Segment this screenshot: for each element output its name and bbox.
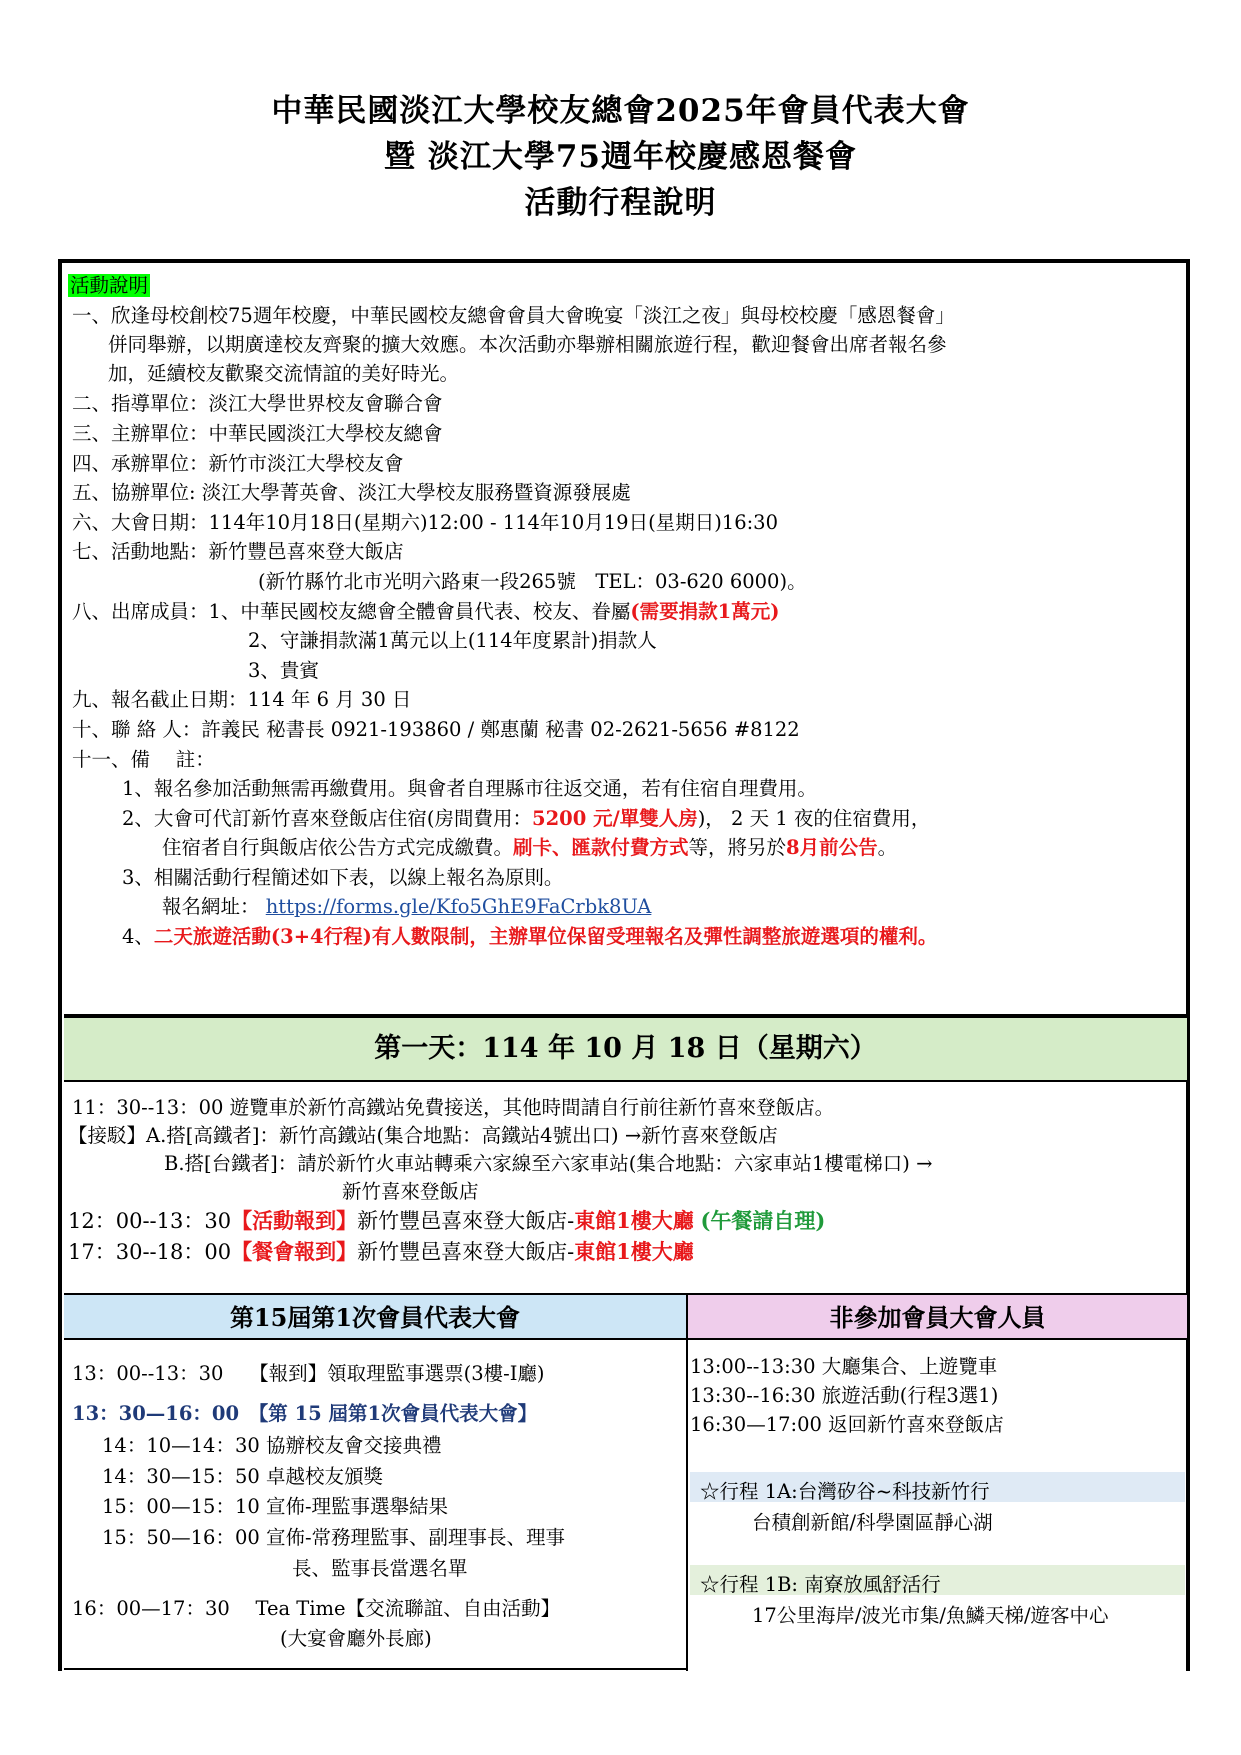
note-1: 1、報名參加活動無需再繳費用。與會者自理縣市往返交通，若有住宿自理費用。	[122, 777, 817, 800]
intro-item-6: 六、大會日期：114年10月18日(星期六)12:00 - 114年10月19日(星期日)16:30	[72, 511, 778, 534]
title-line-1: 中華民國淡江大學校友總會2025年會員代表大會	[271, 93, 970, 129]
right-row-2: 13:30--16:30 旅遊活動(行程3選1)	[690, 1384, 999, 1407]
trip-1a-title: ☆行程 1A:台灣矽谷~科技新竹行	[700, 1480, 990, 1503]
intro-item-8c: 3、貴賓	[248, 659, 319, 682]
note-3-url-row: 報名網址： https://forms.gle/Kfo5GhE9FaCrbk8UA	[162, 895, 652, 918]
right-row-1: 13:00--13:30 大廳集合、上遊覽車	[690, 1355, 998, 1378]
left-row-6: 15：50—16：00 宣佈-常務理監事、副理事長、理事	[102, 1526, 566, 1549]
left-row-2: 13：30—16：00 【第 15 屆第1次會員代表大會】	[72, 1402, 538, 1425]
intro-item-7: 七、活動地點：新竹豐邑喜來登大飯店	[72, 540, 404, 563]
registration-link[interactable]: https://forms.gle/Kfo5GhE9FaCrbk8UA	[265, 895, 652, 918]
document-title-block	[0, 88, 1241, 226]
intro-item-4: 四、承辦單位：新竹市淡江大學校友會	[72, 452, 404, 475]
right-column-header: 非參加會員大會人員	[688, 1293, 1187, 1339]
intro-item-5: 五、協辦單位: 淡江大學菁英會、淡江大學校友服務暨資源發展處	[72, 481, 631, 504]
day1-line-3: B.搭[台鐵者]：請於新竹火車站轉乘六家線至六家車站(集合地點：六家車站1樓電梯口) →	[164, 1152, 933, 1175]
note-3: 3、相關活動行程簡述如下表，以線上報名為原則。	[122, 866, 564, 889]
left-row-9: (大宴會廳外長廊)	[280, 1627, 432, 1650]
intro-item-9: 九、報名截止日期：114 年 6 月 30 日	[72, 688, 412, 711]
left-row-8: 16：00—17：30 Tea Time【交流聯誼、自由活動】	[72, 1597, 561, 1620]
left-row-4: 14：30—15：50 卓越校友頒獎	[102, 1465, 383, 1488]
left-row-7: 長、監事長當選名單	[292, 1557, 468, 1580]
intro-item-3: 三、主辦單位：中華民國淡江大學校友總會	[72, 422, 443, 445]
intro-item-2: 二、指導單位：淡江大學世界校友會聯合會	[72, 392, 443, 415]
day1-line-2: 【接駁】A.搭[高鐵者]：新竹高鐵站(集合地點：高鐵站4號出口) →新竹喜來登飯店	[68, 1124, 778, 1147]
left-row-3: 14：10—14：30 協辦校友會交接典禮	[102, 1434, 442, 1457]
section-tag: 活動說明	[70, 274, 149, 297]
title-line-2: 暨 淡江大學75週年校慶感恩餐會	[384, 139, 857, 175]
left-bottom-border	[64, 1668, 688, 1670]
intro-item-7-address: (新竹縣竹北市光明六路東一段265號 TEL：03-620 6000)。	[258, 570, 807, 593]
note-2b: 住宿者自行與飯店依公告方式完成繳費。刷卡、匯款付費方式等，將另於8月前公告。	[162, 836, 898, 859]
left-column-header: 第15屆第1次會員代表大會	[64, 1293, 688, 1339]
intro-item-11: 十一、備 註：	[72, 748, 215, 771]
header-divider	[64, 1338, 1187, 1340]
title-line-3: 活動行程說明	[524, 185, 717, 221]
intro-item-1c: 加，延續校友歡聚交流情誼的美好時光。	[108, 362, 460, 385]
day1-header: 第一天：114 年 10 月 18 日（星期六）	[64, 1014, 1187, 1082]
trip-1b-desc: 17公里海岸/波光市集/魚鱗天梯/遊客中心	[752, 1604, 1109, 1627]
intro-item-1b: 併同舉辦，以期廣達校友齊聚的擴大效應。本次活動亦舉辦相關旅遊行程，歡迎餐會出席者報名參	[108, 333, 947, 356]
day1-line-6: 17：30--18：00【餐會報到】新竹豐邑喜來登大飯店-東館1樓大廳	[68, 1239, 694, 1264]
day1-line-4: 新竹喜來登飯店	[342, 1180, 479, 1203]
note-2a: 2、大會可代訂新竹喜來登飯店住宿(房間費用：5200 元/單雙人房)， 2 天 1 夜的住宿費用，	[122, 807, 931, 830]
intro-item-8b: 2、守謙捐款滿1萬元以上(114年度累計)捐款人	[248, 629, 657, 652]
donation-note: (需要捐款1萬元)	[630, 600, 780, 623]
left-row-5: 15：00—15：10 宣佈-理監事選舉結果	[102, 1495, 449, 1518]
intro-item-10: 十、聯 絡 人：許義民 秘書長 0921-193860 / 鄭惠蘭 秘書 02-2621-5656 #8122	[72, 718, 800, 741]
right-row-3: 16:30—17:00 返回新竹喜來登飯店	[690, 1413, 1004, 1436]
left-row-1: 13：00--13：30 【報到】領取理監事選票(3樓-I廳)	[72, 1362, 545, 1385]
trip-1b-title: ☆行程 1B: 南寮放風舒活行	[700, 1573, 941, 1596]
intro-item-1a: 一、欣逢母校創校75週年校慶，中華民國校友總會會員大會晚宴「淡江之夜」與母校校慶「感恩餐會」	[72, 304, 955, 327]
trip-1a-desc: 台積創新館/科學園區靜心湖	[752, 1511, 993, 1534]
column-divider	[686, 1293, 688, 1671]
note-4: 4、二天旅遊活動(3+4行程)有人數限制，主辦單位保留受理報名及彈性調整旅遊選項的權利。	[122, 925, 938, 948]
intro-item-8a: 八、出席成員：1、中華民國校友總會全體會員代表、校友、眷屬(需要捐款1萬元)	[72, 600, 780, 623]
day1-line-5: 12：00--13：30【活動報到】新竹豐邑喜來登大飯店-東館1樓大廳 (午餐請自理)	[68, 1208, 826, 1233]
day1-line-1: 11：30--13：00 遊覽車於新竹高鐵站免費接送，其他時間請自行前往新竹喜來登飯店。	[72, 1096, 835, 1119]
